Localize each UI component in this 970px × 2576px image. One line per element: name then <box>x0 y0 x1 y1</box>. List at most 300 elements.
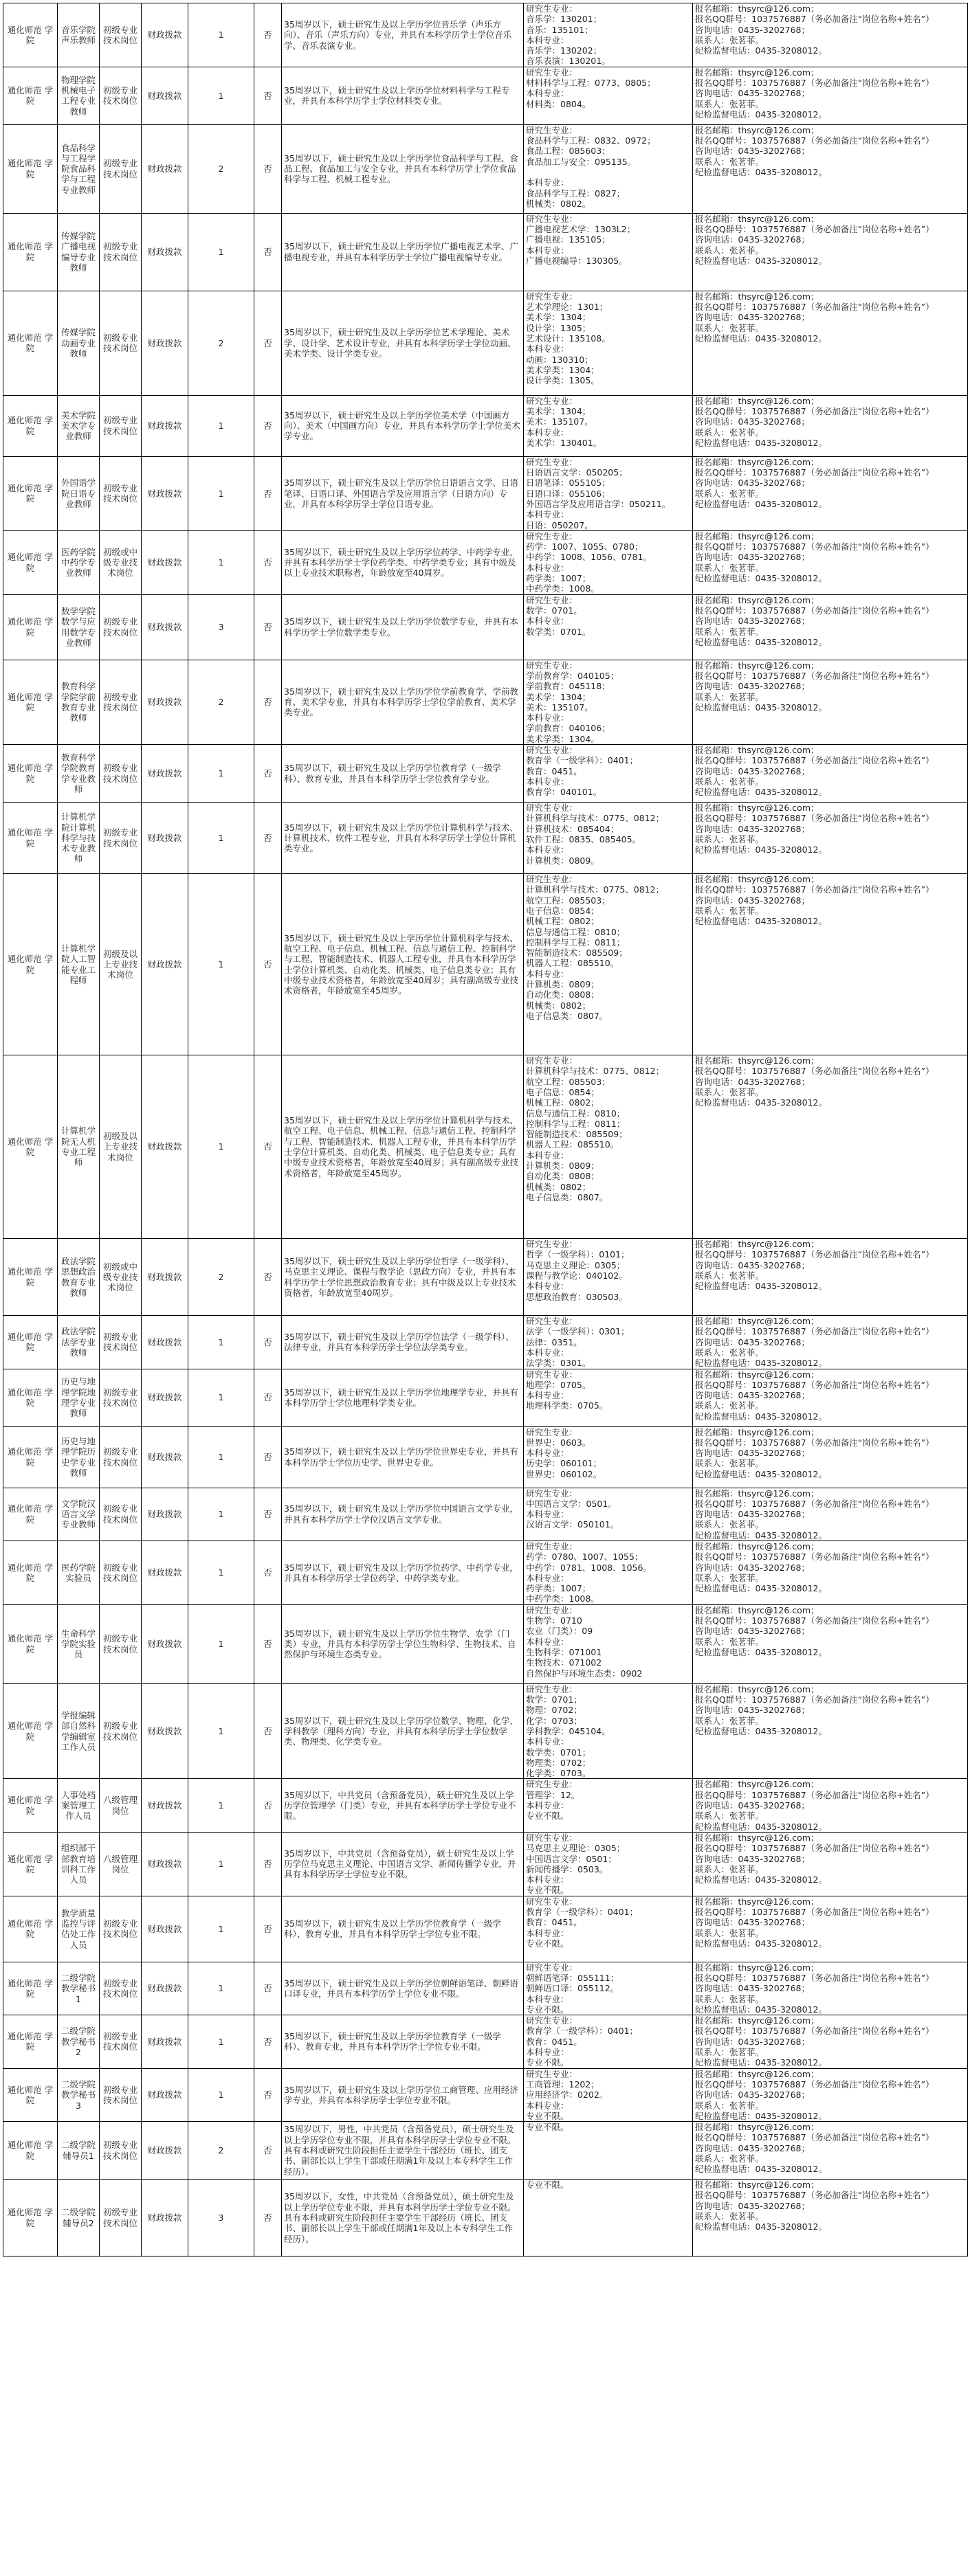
major-codes-cell: 研究生专业： 马克思主义理论：0305； 中国语言文学：0501； 新闻传播学：0503。 本科专业： 专业不限。 <box>524 1832 693 1896</box>
major-codes-cell: 研究生专业： 教育学（一级学科）：0401； 教育：0451。 本科专业： 教育学：040101。 <box>524 745 693 803</box>
funding-cell: 财政拨款 <box>142 456 188 530</box>
table-row <box>3 67 968 124</box>
table-row <box>3 1055 968 1239</box>
funding-cell: 财政拨款 <box>142 2122 188 2180</box>
table-row <box>3 1239 968 1316</box>
major-codes-cell: 研究生专业： 美术学：1304； 美术：135107。 本科专业： 美术学：130401。 <box>524 395 693 456</box>
contact-cell: 报名邮箱：thsyrc@126.com； 报名QQ群号：1037576887（务必加备注“岗位名称+姓名”） 咨询电话：0435-3202768； 联系人：张茗菲。 纪检监督电话：0435-3208012。 <box>693 1896 968 1962</box>
major-codes-cell: 研究生专业： 生物学：0710 农业（门类）：09 本科专业： 生物科学：071001 生物技术：071002 自然保护与环境生态类：0902 <box>524 1604 693 1683</box>
employer-cell: 通化师范 学院 <box>3 1541 58 1604</box>
table-row <box>3 1541 968 1604</box>
position-name-cell: 传媒学院 广播电视 编导专业 教师 <box>58 213 100 291</box>
requirements-cell: 35周岁以下，女性，中共党员（含预备党员），硕士研究生及以上学历学位专业不限，并具有本科学历学士学位专业不限。具有本科或研究生阶段担任主要学生干部经历（班长、团支书、副部长以上学生干部或任期满1年及以上本专科学生工作经历）。 <box>282 2180 524 2256</box>
employer-cell: 通化师范 学院 <box>3 1962 58 2015</box>
position-type-cell: 初级专业 技术岗位 <box>100 1488 142 1541</box>
requirements-cell: 35周岁以下，硕士研究生及以上学历学位哲学（一级学科）、马克思主义理论、课程与教学论（思政方向）专业，并具有本科学历学士学位思想政治教育专业；具有中级及以上专业技术资格者，年龄放宽至40周岁。 <box>282 1239 524 1316</box>
major-codes-cell: 研究生专业： 管理学：12。 本科专业： 专业不限。 <box>524 1779 693 1832</box>
requirements-cell: 35周岁以下，硕士研究生及以上学历学位数学、物理、化学、学科教学（理科方向）专业，并具有本科学历学士学位数学类、物理类、化学类专业。 <box>282 1683 524 1779</box>
exam-flag-cell: 否 <box>254 745 282 803</box>
exam-flag-cell: 否 <box>254 1962 282 2015</box>
major-codes-cell: 研究生专业： 计算机科学与技术：0775、0812； 航空工程：085503； 电子信息：0854； 机械工程：0802； 信息与通信工程：0810； 控制科学与工程：0811； 智能制造技术：085509； 机器人工程：085510。 本科专业： 计算机类：0809； 自动化类：0808； 机械类：0802； 电子信息类：0807。 <box>524 1055 693 1239</box>
requirements-cell: 35周岁以下，中共党员（含预备党员），硕士研究生及以上学历学位管理学（门类）专业，并具有本科学历学士学位专业不限。 <box>282 1779 524 1832</box>
table-row <box>3 1896 968 1962</box>
position-type-cell: 初级或中 级专业技 术岗位 <box>100 530 142 594</box>
position-name-cell: 教育科学 学院学前 教育专业 教师 <box>58 660 100 744</box>
position-name-cell: 人事处档 案管理工 作人员 <box>58 1779 100 1832</box>
major-codes-cell: 研究生专业： 数学：0701； 物理：0702； 化学：0703； 学科教学：045104。 本科专业： 数学类：0701； 物理类：0702； 化学类：0703。 <box>524 1683 693 1779</box>
major-codes-cell: 研究生专业： 材料科学与工程：0773、0805； 本科专业： 材料类：0804。 <box>524 67 693 124</box>
position-type-cell: 初级专业 技术岗位 <box>100 803 142 874</box>
funding-cell: 财政拨款 <box>142 745 188 803</box>
contact-cell: 报名邮箱：thsyrc@126.com； 报名QQ群号：1037576887（务必加备注“岗位名称+姓名”） 咨询电话：0435-3202768； 联系人：张茗菲。 纪检监督电话：0435-3208012。 <box>693 530 968 594</box>
requirements-cell: 35周岁以下，硕士研究生及以上学历学位法学（一级学科）、法律专业，并具有本科学历学士学位法学类专业。 <box>282 1316 524 1369</box>
requirements-cell: 35周岁以下，硕士研究生及以上学历学位美术学（中国画方向）、美术（中国画方向）专业，并具有本科学历学士学位美术学专业。 <box>282 395 524 456</box>
requirements-cell: 35周岁以下，硕士研究生及以上学历学位药学、中药学专业，并具有本科学历学士学位药学、中药学类专业。 <box>282 1541 524 1604</box>
position-type-cell: 初级专业 技术岗位 <box>100 3 142 67</box>
funding-cell: 财政拨款 <box>142 2180 188 2256</box>
requirements-cell: 35周岁以下，硕士研究生及以上学历学位音乐学（声乐方向）、音乐（声乐方向）专业，并具有本科学历学士学位音乐学、音乐表演专业。 <box>282 3 524 67</box>
position-type-cell: 初级专业 技术岗位 <box>100 1541 142 1604</box>
requirements-cell: 35周岁以下，硕士研究生及以上学历学位工商管理、应用经济学专业，并具有本科学历学士学位专业不限。 <box>282 2068 524 2121</box>
table-row <box>3 660 968 744</box>
requirements-cell: 35周岁以下，硕士研究生及以上学历学位食品科学与工程、食品工程、食品加工与安全专业，并具有本科学历学士学位食品科学与工程、机械工程专业。 <box>282 124 524 213</box>
exam-flag-cell: 否 <box>254 594 282 660</box>
headcount-cell: 2 <box>188 660 254 744</box>
employer-cell: 通化师范 学院 <box>3 67 58 124</box>
exam-flag-cell: 否 <box>254 1604 282 1683</box>
headcount-cell: 1 <box>188 2015 254 2068</box>
table-row <box>3 745 968 803</box>
exam-flag-cell: 否 <box>254 2180 282 2256</box>
contact-cell: 报名邮箱：thsyrc@126.com； 报名QQ群号：1037576887（务必加备注“岗位名称+姓名”） 咨询电话：0435-3202768； 联系人：张茗菲。 纪检监督电话：0435-3208012。 <box>693 745 968 803</box>
headcount-cell: 1 <box>188 1832 254 1896</box>
exam-flag-cell: 否 <box>254 1239 282 1316</box>
headcount-cell: 2 <box>188 124 254 213</box>
contact-cell: 报名邮箱：thsyrc@126.com； 报名QQ群号：1037576887（务必加备注“岗位名称+姓名”） 咨询电话：0435-3202768； 联系人：张茗菲。 纪检监督电话：0435-3208012。 <box>693 1604 968 1683</box>
table-row <box>3 2180 968 2256</box>
requirements-cell: 35周岁以下，硕士研究生及以上学历学位艺术学理论、美术学、设计学、艺术设计专业，并具有本科学历学士学位动画、美术学类、设计学类专业。 <box>282 291 524 395</box>
contact-cell: 报名邮箱：thsyrc@126.com； 报名QQ群号：1037576887（务必加备注“岗位名称+姓名”） 咨询电话：0435-3202768； 联系人：张茗菲。 纪检监督电话：0435-3208012。 <box>693 291 968 395</box>
position-name-cell: 二级学院 教学秘书 3 <box>58 2068 100 2121</box>
table-row <box>3 124 968 213</box>
contact-cell: 报名邮箱：thsyrc@126.com； 报名QQ群号：1037576887（务必加备注“岗位名称+姓名”） 咨询电话：0435-3202768； 联系人：张茗菲。 纪检监督电话：0435-3208012。 <box>693 1316 968 1369</box>
major-codes-cell: 研究生专业： 计算机科学与技术：0775、0812； 航空工程：085503； 电子信息：0854； 机械工程：0802； 信息与通信工程：0810； 控制科学与工程：0811； 智能制造技术：085509； 机器人工程：085510。 本科专业： 计算机类：0809； 自动化类：0808； 机械类：0802； 电子信息类：0807。 <box>524 874 693 1055</box>
employer-cell: 通化师范 学院 <box>3 3 58 67</box>
funding-cell: 财政拨款 <box>142 1779 188 1832</box>
funding-cell: 财政拨款 <box>142 2015 188 2068</box>
requirements-cell: 35周岁以下，硕士研究生及以上学历学位教育学（一级学科）、教育专业，并具有本科学历学士学位教育学专业。 <box>282 745 524 803</box>
headcount-cell: 1 <box>188 456 254 530</box>
exam-flag-cell: 否 <box>254 1683 282 1779</box>
table-row <box>3 1962 968 2015</box>
contact-cell: 报名邮箱：thsyrc@126.com； 报名QQ群号：1037576887（务必加备注“岗位名称+姓名”） 咨询电话：0435-3202768； 联系人：张茗菲。 纪检监督电话：0435-3208012。 <box>693 67 968 124</box>
position-type-cell: 初级专业 技术岗位 <box>100 1316 142 1369</box>
table-row <box>3 213 968 291</box>
employer-cell: 通化师范 学院 <box>3 1779 58 1832</box>
funding-cell: 财政拨款 <box>142 1832 188 1896</box>
funding-cell: 财政拨款 <box>142 395 188 456</box>
headcount-cell: 3 <box>188 594 254 660</box>
employer-cell: 通化师范 学院 <box>3 2068 58 2121</box>
position-type-cell: 初级专业 技术岗位 <box>100 1604 142 1683</box>
table-row <box>3 1316 968 1369</box>
position-type-cell: 初级专业 技术岗位 <box>100 1683 142 1779</box>
exam-flag-cell: 否 <box>254 803 282 874</box>
position-name-cell: 二级学院 教学秘书 2 <box>58 2015 100 2068</box>
recruitment-table <box>3 3 968 2256</box>
contact-cell: 报名邮箱：thsyrc@126.com； 报名QQ群号：1037576887（务必加备注“岗位名称+姓名”） 咨询电话：0435-3202768； 联系人：张茗菲。 纪检监督电话：0435-3208012。 <box>693 1239 968 1316</box>
headcount-cell: 1 <box>188 1369 254 1426</box>
requirements-cell: 35周岁以下，硕士研究生及以上学历学位地理学专业，并具有本科学历学士学位地理科学类专业。 <box>282 1369 524 1426</box>
funding-cell: 财政拨款 <box>142 213 188 291</box>
exam-flag-cell: 否 <box>254 874 282 1055</box>
recruitment-table-wrapper <box>3 3 967 2256</box>
position-name-cell: 食品科学 与工程学 院食品科 学与工程 专业教师 <box>58 124 100 213</box>
position-name-cell: 医药学院 中药学专 业教师 <box>58 530 100 594</box>
table-row <box>3 1832 968 1896</box>
major-codes-cell: 研究生专业： 音乐学：130201； 音乐：135101； 本科专业： 音乐学：130202； 音乐表演：130201。 <box>524 3 693 67</box>
funding-cell: 财政拨款 <box>142 67 188 124</box>
headcount-cell: 1 <box>188 1316 254 1369</box>
employer-cell: 通化师范 学院 <box>3 1488 58 1541</box>
contact-cell: 报名邮箱：thsyrc@126.com； 报名QQ群号：1037576887（务必加备注“岗位名称+姓名”） 咨询电话：0435-3202768； 联系人：张茗菲。 纪检监督电话：0435-3208012。 <box>693 1779 968 1832</box>
contact-cell: 报名邮箱：thsyrc@126.com； 报名QQ群号：1037576887（务必加备注“岗位名称+姓名”） 咨询电话：0435-3202768； 联系人：张茗菲。 纪检监督电话：0435-3208012。 <box>693 124 968 213</box>
employer-cell: 通化师范 学院 <box>3 291 58 395</box>
headcount-cell: 1 <box>188 1055 254 1239</box>
major-codes-cell: 研究生专业： 工商管理：1202； 应用经济学：0202。 本科专业： 专业不限。 <box>524 2068 693 2121</box>
position-name-cell: 生命科学 学院实验 员 <box>58 1604 100 1683</box>
employer-cell: 通化师范 学院 <box>3 1316 58 1369</box>
contact-cell: 报名邮箱：thsyrc@126.com； 报名QQ群号：1037576887（务必加备注“岗位名称+姓名”） 咨询电话：0435-3202768； 联系人：张茗菲。 纪检监督电话：0435-3208012。 <box>693 2180 968 2256</box>
position-type-cell: 初级专业 技术岗位 <box>100 395 142 456</box>
position-name-cell: 医药学院 实验员 <box>58 1541 100 1604</box>
table-row <box>3 3 968 67</box>
table-row <box>3 456 968 530</box>
contact-cell: 报名邮箱：thsyrc@126.com； 报名QQ群号：1037576887（务必加备注“岗位名称+姓名”） 咨询电话：0435-3202768； 联系人：张茗菲。 纪检监督电话：0435-3208012。 <box>693 1541 968 1604</box>
position-name-cell: 美术学院 美术学专 业教师 <box>58 395 100 456</box>
employer-cell: 通化师范 学院 <box>3 803 58 874</box>
requirements-cell: 35周岁以下，硕士研究生及以上学历学位材料科学与工程专业，并具有本科学历学士学位材料类专业。 <box>282 67 524 124</box>
headcount-cell: 1 <box>188 395 254 456</box>
exam-flag-cell: 否 <box>254 2122 282 2180</box>
exam-flag-cell: 否 <box>254 3 282 67</box>
table-row <box>3 395 968 456</box>
employer-cell: 通化师范 学院 <box>3 2122 58 2180</box>
major-codes-cell: 研究生专业： 中国语言文学：0501。 本科专业： 汉语言文学：050101。 <box>524 1488 693 1541</box>
contact-cell: 报名邮箱：thsyrc@126.com； 报名QQ群号：1037576887（务必加备注“岗位名称+姓名”） 咨询电话：0435-3202768； 联系人：张茗菲。 纪检监督电话：0435-3208012。 <box>693 2122 968 2180</box>
employer-cell: 通化师范 学院 <box>3 395 58 456</box>
table-row <box>3 1488 968 1541</box>
major-codes-cell: 研究生专业： 药学：1007、1055、0780； 中药学：1008、1056、0781。 本科专业： 药学类：1007； 中药学类：1008。 <box>524 530 693 594</box>
position-name-cell: 二级学院 教学秘书 1 <box>58 1962 100 2015</box>
major-codes-cell: 研究生专业： 地理学：0705。 本科专业： 地理科学类：0705。 <box>524 1369 693 1426</box>
funding-cell: 财政拨款 <box>142 1683 188 1779</box>
major-codes-cell: 研究生专业： 教育学（一级学科）：0401； 教育：0451。 本科专业： 专业不限。 <box>524 2015 693 2068</box>
exam-flag-cell: 否 <box>254 395 282 456</box>
position-name-cell: 音乐学院 声乐教师 <box>58 3 100 67</box>
exam-flag-cell: 否 <box>254 1832 282 1896</box>
employer-cell: 通化师范 学院 <box>3 456 58 530</box>
position-name-cell: 学报编辑 部自然科 学编辑室 工作人员 <box>58 1683 100 1779</box>
exam-flag-cell: 否 <box>254 2015 282 2068</box>
major-codes-cell: 专业不限。 <box>524 2122 693 2180</box>
table-row <box>3 2068 968 2121</box>
funding-cell: 财政拨款 <box>142 1055 188 1239</box>
funding-cell: 财政拨款 <box>142 1541 188 1604</box>
major-codes-cell: 研究生专业： 法学（一级学科）：0301； 法律：0351。 本科专业： 法学类：0301。 <box>524 1316 693 1369</box>
requirements-cell: 35周岁以下，硕士研究生及以上学历学位计算机科学与技术、航空工程、电子信息、机械工程、信息与通信工程、控制科学与工程、智能制造技术、机器人工程专业，并具有本科学历学士学位计算机类、自动化类、机械类、电子信息类专业；具有中级专业技术资格者，年龄放宽至40周岁；具有副高级专业技术资格者，年龄放宽至45周岁。 <box>282 874 524 1055</box>
headcount-cell: 1 <box>188 874 254 1055</box>
position-type-cell: 初级专业 技术岗位 <box>100 1369 142 1426</box>
headcount-cell: 1 <box>188 1604 254 1683</box>
table-row <box>3 1369 968 1426</box>
funding-cell: 财政拨款 <box>142 1239 188 1316</box>
exam-flag-cell: 否 <box>254 1055 282 1239</box>
position-name-cell: 二级学院 辅导员2 <box>58 2180 100 2256</box>
employer-cell: 通化师范 学院 <box>3 1426 58 1488</box>
contact-cell: 报名邮箱：thsyrc@126.com； 报名QQ群号：1037576887（务必加备注“岗位名称+姓名”） 咨询电话：0435-3202768； 联系人：张茗菲。 纪检监督电话：0435-3208012。 <box>693 803 968 874</box>
position-type-cell: 初级专业 技术岗位 <box>100 660 142 744</box>
exam-flag-cell: 否 <box>254 456 282 530</box>
position-name-cell: 计算机学 院计算机 科学与技 术专业教 师 <box>58 803 100 874</box>
exam-flag-cell: 否 <box>254 1316 282 1369</box>
table-row <box>3 1426 968 1488</box>
major-codes-cell: 专业不限。 <box>524 2180 693 2256</box>
contact-cell: 报名邮箱：thsyrc@126.com； 报名QQ群号：1037576887（务必加备注“岗位名称+姓名”） 咨询电话：0435-3202768； 联系人：张茗菲。 纪检监督电话：0435-3208012。 <box>693 874 968 1055</box>
headcount-cell: 3 <box>188 2180 254 2256</box>
funding-cell: 财政拨款 <box>142 3 188 67</box>
position-name-cell: 教学质量 监控与评 估处工作 人员 <box>58 1896 100 1962</box>
employer-cell: 通化师范 学院 <box>3 745 58 803</box>
headcount-cell: 1 <box>188 2068 254 2121</box>
position-type-cell: 初级专业 技术岗位 <box>100 124 142 213</box>
requirements-cell: 35周岁以下，硕士研究生及以上学历学位中国语言文学专业，并具有本科学历学士学位汉语言文学专业。 <box>282 1488 524 1541</box>
employer-cell: 通化师范 学院 <box>3 530 58 594</box>
funding-cell: 财政拨款 <box>142 1369 188 1426</box>
headcount-cell: 1 <box>188 1962 254 2015</box>
position-type-cell: 初级专业 技术岗位 <box>100 2122 142 2180</box>
position-name-cell: 外国语学 院日语专 业教师 <box>58 456 100 530</box>
funding-cell: 财政拨款 <box>142 660 188 744</box>
requirements-cell: 35周岁以下，硕士研究生及以上学历学位药学、中药学专业，并具有本科学历学士学位药学类、中药学类专业；具有中级及以上专业技术职称者，年龄放宽至40周岁。 <box>282 530 524 594</box>
exam-flag-cell: 否 <box>254 1779 282 1832</box>
table-row <box>3 803 968 874</box>
position-type-cell: 初级专业 技术岗位 <box>100 2068 142 2121</box>
headcount-cell: 1 <box>188 803 254 874</box>
requirements-cell: 35周岁以下，硕士研究生及以上学历学位计算机科学与技术、航空工程、电子信息、机械工程、信息与通信工程、控制科学与工程、智能制造技术、机器人工程专业，并具有本科学历学士学位计算机类、自动化类、机械类、电子信息类专业；具有中级专业技术资格者，年龄放宽至40周岁；具有副高级专业技术资格者，年龄放宽至45周岁。 <box>282 1055 524 1239</box>
position-name-cell: 文学院汉 语言文学 专业教师 <box>58 1488 100 1541</box>
position-type-cell: 初级专业 技术岗位 <box>100 2180 142 2256</box>
exam-flag-cell: 否 <box>254 1426 282 1488</box>
employer-cell: 通化师范 学院 <box>3 660 58 744</box>
funding-cell: 财政拨款 <box>142 291 188 395</box>
requirements-cell: 35周岁以下，硕士研究生及以上学历学位世界史专业，并具有本科学历学士学位历史学、世界史专业。 <box>282 1426 524 1488</box>
position-type-cell: 初级专业 技术岗位 <box>100 291 142 395</box>
employer-cell: 通化师范 学院 <box>3 874 58 1055</box>
headcount-cell: 1 <box>188 213 254 291</box>
position-type-cell: 初级专业 技术岗位 <box>100 594 142 660</box>
contact-cell: 报名邮箱：thsyrc@126.com； 报名QQ群号：1037576887（务必加备注“岗位名称+姓名”） 咨询电话：0435-3202768； 联系人：张茗菲。 纪检监督电话：0435-3208012。 <box>693 456 968 530</box>
contact-cell: 报名邮箱：thsyrc@126.com； 报名QQ群号：1037576887（务必加备注“岗位名称+姓名”） 咨询电话：0435-3202768； 联系人：张茗菲。 纪检监督电话：0435-3208012。 <box>693 1683 968 1779</box>
funding-cell: 财政拨款 <box>142 1488 188 1541</box>
position-name-cell: 历史与地 理学院地 理学专业 教师 <box>58 1369 100 1426</box>
major-codes-cell: 研究生专业： 哲学（一级学科）：0101； 马克思主义理论：0305； 课程与教学论：040102。 本科专业： 思想政治教育：030503。 <box>524 1239 693 1316</box>
exam-flag-cell: 否 <box>254 1488 282 1541</box>
requirements-cell: 35周岁以下，中共党员（含预备党员），硕士研究生及以上学历学位马克思主义理论、中国语言文学、新闻传播学专业，并具有本科学历学士学位专业不限。 <box>282 1832 524 1896</box>
position-type-cell: 初级专业 技术岗位 <box>100 1962 142 2015</box>
headcount-cell: 1 <box>188 1488 254 1541</box>
position-name-cell: 政法学院 法学专业 教师 <box>58 1316 100 1369</box>
employer-cell: 通化师范 学院 <box>3 1239 58 1316</box>
contact-cell: 报名邮箱：thsyrc@126.com； 报名QQ群号：1037576887（务必加备注“岗位名称+姓名”） 咨询电话：0435-3202768； 联系人：张茗菲。 纪检监督电话：0435-3208012。 <box>693 1369 968 1426</box>
position-type-cell: 初级专业 技术岗位 <box>100 1896 142 1962</box>
requirements-cell: 35周岁以下，硕士研究生及以上学历学位朝鲜语笔译、朝鲜语口译专业，并具有本科学历学士学位专业不限。 <box>282 1962 524 2015</box>
employer-cell: 通化师范 学院 <box>3 213 58 291</box>
contact-cell: 报名邮箱：thsyrc@126.com； 报名QQ群号：1037576887（务必加备注“岗位名称+姓名”） 咨询电话：0435-3202768； 联系人：张茗菲。 纪检监督电话：0435-3208012。 <box>693 1962 968 2015</box>
funding-cell: 财政拨款 <box>142 1962 188 2015</box>
requirements-cell: 35周岁以下，硕士研究生及以上学历学位教育学（一级学科）、教育专业，并具有本科学历学士学位专业不限。 <box>282 2015 524 2068</box>
headcount-cell: 2 <box>188 1239 254 1316</box>
major-codes-cell: 研究生专业： 艺术学理论：1301； 美术学：1304； 设计学：1305； 艺术设计：135108。 本科专业： 动画：130310； 美术学类：1304； 设计学类：1305。 <box>524 291 693 395</box>
contact-cell: 报名邮箱：thsyrc@126.com； 报名QQ群号：1037576887（务必加备注“岗位名称+姓名”） 咨询电话：0435-3202768； 联系人：张茗菲。 纪检监督电话：0435-3208012。 <box>693 660 968 744</box>
exam-flag-cell: 否 <box>254 530 282 594</box>
contact-cell: 报名邮箱：thsyrc@126.com； 报名QQ群号：1037576887（务必加备注“岗位名称+姓名”） 咨询电话：0435-3202768； 联系人：张茗菲。 纪检监督电话：0435-3208012。 <box>693 594 968 660</box>
employer-cell: 通化师范 学院 <box>3 1896 58 1962</box>
position-name-cell: 二级学院 辅导员1 <box>58 2122 100 2180</box>
headcount-cell: 1 <box>188 1683 254 1779</box>
exam-flag-cell: 否 <box>254 660 282 744</box>
major-codes-cell: 研究生专业： 教育学（一级学科）：0401； 教育：0451。 本科专业： 专业不限。 <box>524 1896 693 1962</box>
exam-flag-cell: 否 <box>254 1369 282 1426</box>
requirements-cell: 35周岁以下，硕士研究生及以上学历学位数学专业，并具有本科学历学士学位数学类专业。 <box>282 594 524 660</box>
employer-cell: 通化师范 学院 <box>3 124 58 213</box>
position-type-cell: 初级专业 技术岗位 <box>100 213 142 291</box>
funding-cell: 财政拨款 <box>142 1316 188 1369</box>
table-row <box>3 874 968 1055</box>
position-type-cell: 初级或中 级专业技 术岗位 <box>100 1239 142 1316</box>
employer-cell: 通化师范 学院 <box>3 594 58 660</box>
position-type-cell: 八级管理 岗位 <box>100 1832 142 1896</box>
table-row <box>3 1683 968 1779</box>
major-codes-cell: 研究生专业： 日语语言文学：050205； 日语笔译：055105； 日语口译：055106； 外国语言学及应用语言学：050211。 本科专业： 日语：050207。 <box>524 456 693 530</box>
funding-cell: 财政拨款 <box>142 530 188 594</box>
headcount-cell: 1 <box>188 67 254 124</box>
position-type-cell: 初级及以 上专业技 术岗位 <box>100 874 142 1055</box>
contact-cell: 报名邮箱：thsyrc@126.com； 报名QQ群号：1037576887（务必加备注“岗位名称+姓名”） 咨询电话：0435-3202768； 联系人：张茗菲。 纪检监督电话：0435-3208012。 <box>693 395 968 456</box>
position-type-cell: 初级专业 技术岗位 <box>100 456 142 530</box>
requirements-cell: 35周岁以下，硕士研究生及以上学历学位教育学（一级学科）、教育专业，并具有本科学历学士学位专业不限。 <box>282 1896 524 1962</box>
major-codes-cell: 研究生专业： 广播电视艺术学：1303L2； 广播电视：135105； 本科专业： 广播电视编导：130305。 <box>524 213 693 291</box>
headcount-cell: 2 <box>188 291 254 395</box>
headcount-cell: 1 <box>188 3 254 67</box>
funding-cell: 财政拨款 <box>142 1426 188 1488</box>
position-type-cell: 初级专业 技术岗位 <box>100 2015 142 2068</box>
headcount-cell: 1 <box>188 745 254 803</box>
position-type-cell: 初级专业 技术岗位 <box>100 745 142 803</box>
employer-cell: 通化师范 学院 <box>3 2015 58 2068</box>
requirements-cell: 35周岁以下，硕士研究生及以上学历学位计算机科学与技术、计算机技术、软件工程专业，并具有本科学历学士学位计算机类专业。 <box>282 803 524 874</box>
major-codes-cell: 研究生专业： 药学：0780、1007、1055； 中药学：0781、1008、1056。 本科专业： 药学类：1007； 中药学类：1008。 <box>524 1541 693 1604</box>
position-name-cell: 组织部干 部教育培 训科工作 人员 <box>58 1832 100 1896</box>
table-row <box>3 1779 968 1832</box>
headcount-cell: 1 <box>188 1426 254 1488</box>
headcount-cell: 1 <box>188 1541 254 1604</box>
major-codes-cell: 研究生专业： 朝鲜语笔译：055111； 朝鲜语口译：055112。 本科专业： 专业不限。 <box>524 1962 693 2015</box>
contact-cell: 报名邮箱：thsyrc@126.com； 报名QQ群号：1037576887（务必加备注“岗位名称+姓名”） 咨询电话：0435-3202768； 联系人：张茗菲。 纪检监督电话：0435-3208012。 <box>693 1488 968 1541</box>
requirements-cell: 35周岁以下，男性，中共党员（含预备党员），硕士研究生及以上学历学位专业不限，并具有本科学历学士学位专业不限。具有本科或研究生阶段担任主要学生干部经历（班长、团支书、副部长以上学生干部或任期满1年及以上本专科学生工作经历）。 <box>282 2122 524 2180</box>
contact-cell: 报名邮箱：thsyrc@126.com； 报名QQ群号：1037576887（务必加备注“岗位名称+姓名”） 咨询电话：0435-3202768； 联系人：张茗菲。 纪检监督电话：0435-3208012。 <box>693 2015 968 2068</box>
funding-cell: 财政拨款 <box>142 803 188 874</box>
position-name-cell: 计算机学 院人工智 能专业工 程师 <box>58 874 100 1055</box>
position-name-cell: 物理学院 机械电子 工程专业 教师 <box>58 67 100 124</box>
requirements-cell: 35周岁以下，硕士研究生及以上学历学位广播电视艺术学、广播电视专业，并具有本科学历学士学位广播电视编导专业。 <box>282 213 524 291</box>
headcount-cell: 1 <box>188 530 254 594</box>
contact-cell: 报名邮箱：thsyrc@126.com； 报名QQ群号：1037576887（务必加备注“岗位名称+姓名”） 咨询电话：0435-3202768； 联系人：张茗菲。 纪检监督电话：0435-3208012。 <box>693 213 968 291</box>
funding-cell: 财政拨款 <box>142 594 188 660</box>
major-codes-cell: 研究生专业： 计算机科学与技术：0775、0812； 计算机技术：085404； 软件工程：0835、085405。 本科专业： 计算机类：0809。 <box>524 803 693 874</box>
major-codes-cell: 研究生专业： 食品科学与工程：0832、0972； 食品工程：085603； 食品加工与安全：095135。 本科专业： 食品科学与工程：0827； 机械类：0802。 <box>524 124 693 213</box>
contact-cell: 报名邮箱：thsyrc@126.com； 报名QQ群号：1037576887（务必加备注“岗位名称+姓名”） 咨询电话：0435-3202768； 联系人：张茗菲。 纪检监督电话：0435-3208012。 <box>693 2068 968 2121</box>
table-row <box>3 1604 968 1683</box>
exam-flag-cell: 否 <box>254 67 282 124</box>
table-row <box>3 594 968 660</box>
exam-flag-cell: 否 <box>254 124 282 213</box>
requirements-cell: 35周岁以下，硕士研究生及以上学历学位学前教育学、学前教育、美术学专业，并具有本科学历学士学位学前教育、美术学类专业。 <box>282 660 524 744</box>
major-codes-cell: 研究生专业： 数学：0701。 本科专业： 数学类：0701。 <box>524 594 693 660</box>
major-codes-cell: 研究生专业： 世界史：0603。 本科专业： 历史学：060101； 世界史：060102。 <box>524 1426 693 1488</box>
funding-cell: 财政拨款 <box>142 874 188 1055</box>
requirements-cell: 35周岁以下，硕士研究生及以上学历学位生物学、农学（门类）专业，并具有本科学历学士学位生物科学、生物技术、自然保护与环境生态类专业。 <box>282 1604 524 1683</box>
table-row <box>3 2015 968 2068</box>
major-codes-cell: 研究生专业： 学前教育学：040105； 学前教育：045118； 美术学：1304； 美术：135107。 本科专业： 学前教育：040106； 美术学类：1304。 <box>524 660 693 744</box>
table-row <box>3 291 968 395</box>
employer-cell: 通化师范 学院 <box>3 1604 58 1683</box>
exam-flag-cell: 否 <box>254 1541 282 1604</box>
headcount-cell: 2 <box>188 2122 254 2180</box>
funding-cell: 财政拨款 <box>142 2068 188 2121</box>
exam-flag-cell: 否 <box>254 1896 282 1962</box>
position-name-cell: 数学学院 数学与应 用数学专 业教师 <box>58 594 100 660</box>
contact-cell: 报名邮箱：thsyrc@126.com； 报名QQ群号：1037576887（务必加备注“岗位名称+姓名”） 咨询电话：0435-3202768； 联系人：张茗菲。 纪检监督电话：0435-3208012。 <box>693 1426 968 1488</box>
funding-cell: 财政拨款 <box>142 124 188 213</box>
employer-cell: 通化师范 学院 <box>3 1055 58 1239</box>
employer-cell: 通化师范 学院 <box>3 1683 58 1779</box>
contact-cell: 报名邮箱：thsyrc@126.com； 报名QQ群号：1037576887（务必加备注“岗位名称+姓名”） 咨询电话：0435-3202768； 联系人：张茗菲。 纪检监督电话：0435-3208012。 <box>693 3 968 67</box>
requirements-cell: 35周岁以下，硕士研究生及以上学历学位日语语言文学、日语笔译、日语口译、外国语言学及应用语言学（日语方向）专业，并具有本科学历学士学位日语专业。 <box>282 456 524 530</box>
employer-cell: 通化师范 学院 <box>3 1369 58 1426</box>
position-name-cell: 教育科学 学院教育 学专业教 师 <box>58 745 100 803</box>
employer-cell: 通化师范 学院 <box>3 2180 58 2256</box>
headcount-cell: 1 <box>188 1779 254 1832</box>
employer-cell: 通化师范 学院 <box>3 1832 58 1896</box>
exam-flag-cell: 否 <box>254 213 282 291</box>
table-row <box>3 2122 968 2180</box>
exam-flag-cell: 否 <box>254 2068 282 2121</box>
table-body <box>3 3 968 2256</box>
position-name-cell: 历史与地 理学院历 史学专业 教师 <box>58 1426 100 1488</box>
exam-flag-cell: 否 <box>254 291 282 395</box>
position-name-cell: 计算机学 院无人机 专业工程 师 <box>58 1055 100 1239</box>
position-type-cell: 初级及以 上专业技 术岗位 <box>100 1055 142 1239</box>
position-type-cell: 八级管理 岗位 <box>100 1779 142 1832</box>
funding-cell: 财政拨款 <box>142 1604 188 1683</box>
contact-cell: 报名邮箱：thsyrc@126.com； 报名QQ群号：1037576887（务必加备注“岗位名称+姓名”） 咨询电话：0435-3202768； 联系人：张茗菲。 纪检监督电话：0435-3208012。 <box>693 1832 968 1896</box>
position-name-cell: 传媒学院 动画专业 教师 <box>58 291 100 395</box>
position-type-cell: 初级专业 技术岗位 <box>100 67 142 124</box>
position-type-cell: 初级专业 技术岗位 <box>100 1426 142 1488</box>
funding-cell: 财政拨款 <box>142 1896 188 1962</box>
position-name-cell: 政法学院 思想政治 教育专业 教师 <box>58 1239 100 1316</box>
